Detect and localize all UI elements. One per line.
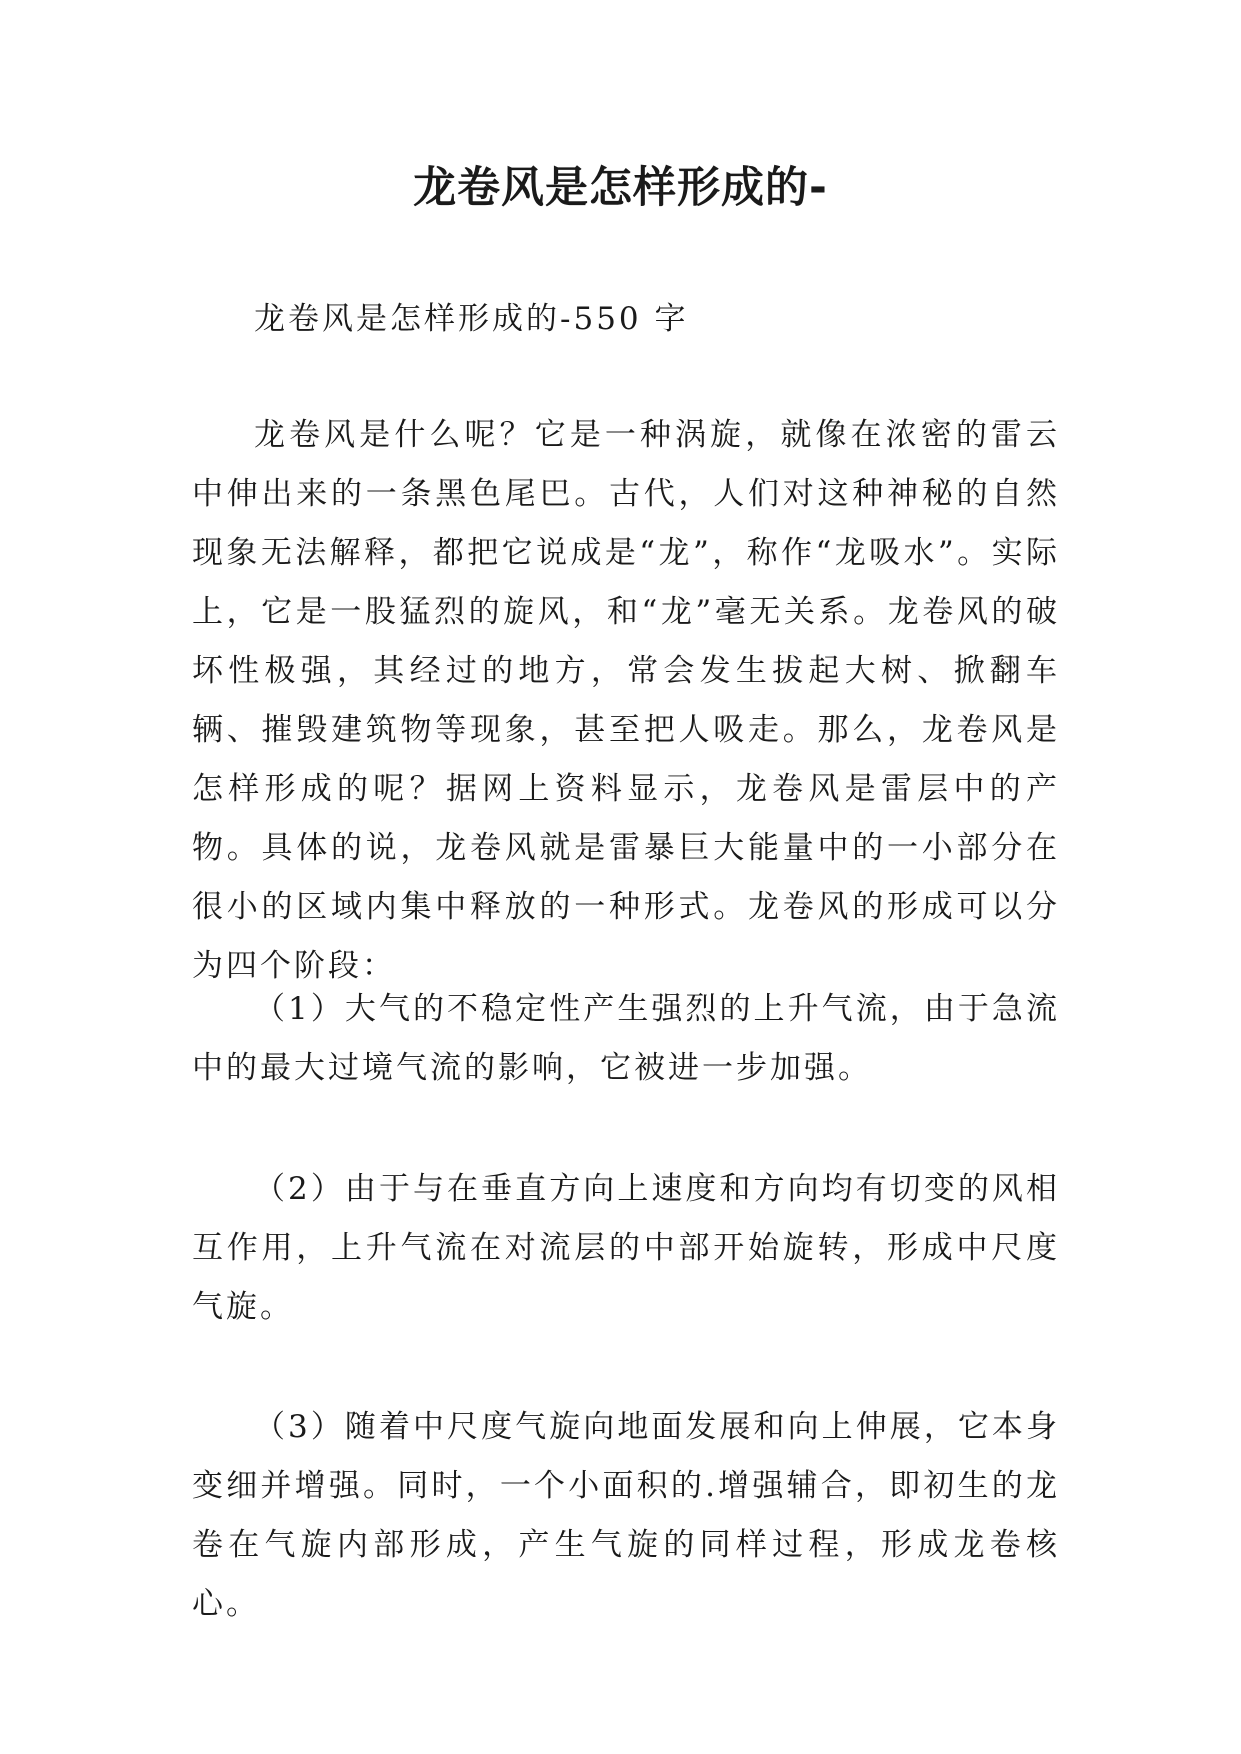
paragraph-stage-1: （1）大气的不稳定性产生强烈的上升气流，由于急流中的最大过境气流的影响，它被进一步加强。 (192, 991, 1060, 1086)
document-title: 龙卷风是怎样形成的- (413, 163, 828, 213)
paragraph-intro: 龙卷风是什么呢？它是一种涡旋，就像在浓密的雷云中伸出来的一条黑色尾巴。古代，人们对这种神秘的自然现象无法解释，都把它说成是“龙”，称作“龙吸水”。实际上，它是一股猛烈的旋风，和“龙”毫无关系。龙卷风的破坏性极强，其经过的地方，常会发生拔起大树、掀翻车辆、摧毁建筑物等现象，甚至把人吸走。那么，龙卷风是怎样形成的呢？据网上资料显示，龙卷风是雷层中的产物。具体的说，龙卷风就是雷暴巨大能量中的一小部分在很小的区域内集中释放的一种形式。龙卷风的形成可以分为四个阶段： (192, 417, 1060, 984)
document-subtitle: 龙卷风是怎样形成的-550 字 (254, 301, 689, 337)
paragraph-stage-2: （2）由于与在垂直方向上速度和方向均有切变的风相互作用，上升气流在对流层的中部开始旋转，形成中尺度气旋。 (192, 1171, 1060, 1325)
paragraph-stage-3: （3）随着中尺度气旋向地面发展和向上伸展，它本身变细并增强。同时，一个小面积的.增强辅合，即初生的龙卷在气旋内部形成，产生气旋的同样过程，形成龙卷核心。 (192, 1409, 1060, 1622)
